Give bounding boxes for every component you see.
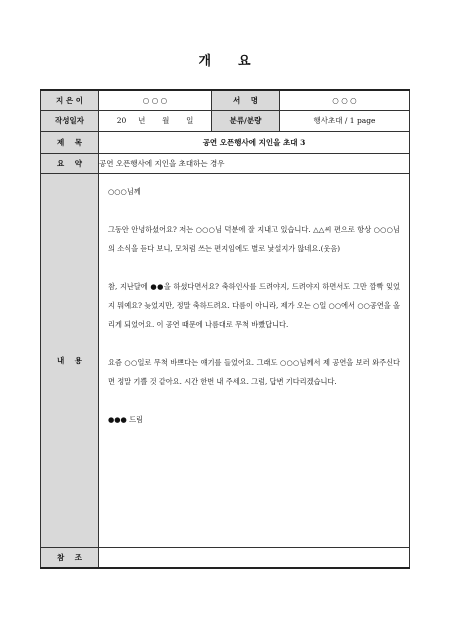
date-year: 20: [116, 116, 127, 125]
row-summary: [41, 153, 410, 173]
category-value: 행사초대 / 1 page: [280, 110, 410, 131]
summary-label: 요 약: [41, 153, 99, 173]
signature-label: 서 명: [212, 90, 280, 110]
row-reference: [41, 547, 410, 568]
subject-value: 공연 오픈행사에 지인을 초대 3: [99, 131, 410, 153]
date-year-unit: 년: [138, 116, 146, 125]
letter-paragraph-3: 요즘 ○○일로 무척 바쁘다는 얘기를 들었어요. 그래도 ○○○님께서 제 공연을 보러 와주신다면 정말 기쁠 것 같아요. 시간 한번 내 주세요. 그럼, 답변 기다리겠습니다.: [108, 357, 400, 386]
category-label: 분류/분량: [212, 110, 280, 131]
row-date: [41, 110, 410, 131]
letter-sign-off: ●●● 드림: [108, 414, 143, 424]
date-month-unit: 월: [162, 116, 170, 125]
row-content: [41, 173, 410, 547]
writer-label: 지 은 이: [41, 90, 99, 110]
reference-label: 참 조: [41, 547, 99, 568]
summary-value: 공연 오픈행사에 지인을 초대하는 경우: [99, 153, 410, 173]
date-day-unit: 일: [186, 116, 194, 125]
summary-form-table: [40, 89, 410, 569]
row-writer: [41, 90, 410, 110]
date-label: 작성일자: [41, 110, 99, 131]
title-part-1: 개: [198, 54, 212, 69]
row-subject: [41, 131, 410, 153]
letter-greeting: ○○○님께: [108, 186, 141, 196]
document-title: [0, 50, 450, 69]
signature-value: ○ ○ ○: [280, 90, 410, 110]
content-label: 내 용: [41, 173, 99, 547]
date-value: [99, 110, 212, 131]
letter-paragraph-1: 그동안 안녕하셨어요? 저는 ○○○님 덕분에 잘 지내고 있습니다. △△씨 편으로 항상 ○○○님의 소식을 듣다 보니, 모처럼 쓰는 편지임에도 별로 낯설지가 않네요.(웃음): [108, 224, 400, 253]
letter-body: [99, 173, 410, 547]
subject-label: 제 목: [41, 131, 99, 153]
writer-value: ○ ○ ○: [99, 90, 212, 110]
letter-paragraph-2: 참, 지난달에 ●●을 하셨다면서요? 축하인사를 드려야지, 드려야지 하면서도 그만 깜빡 잊었지 뭐예요? 늦었지만, 정말 축하드려요. 다름이 아니라, 제가 오는 ○일 ○○에서 ○○공연을 올리게 되었어요. 이 공연 때문에 나름대로 무척 바빴답니다.: [108, 281, 400, 329]
reference-value: [99, 547, 410, 568]
title-part-2: 요: [238, 54, 252, 69]
